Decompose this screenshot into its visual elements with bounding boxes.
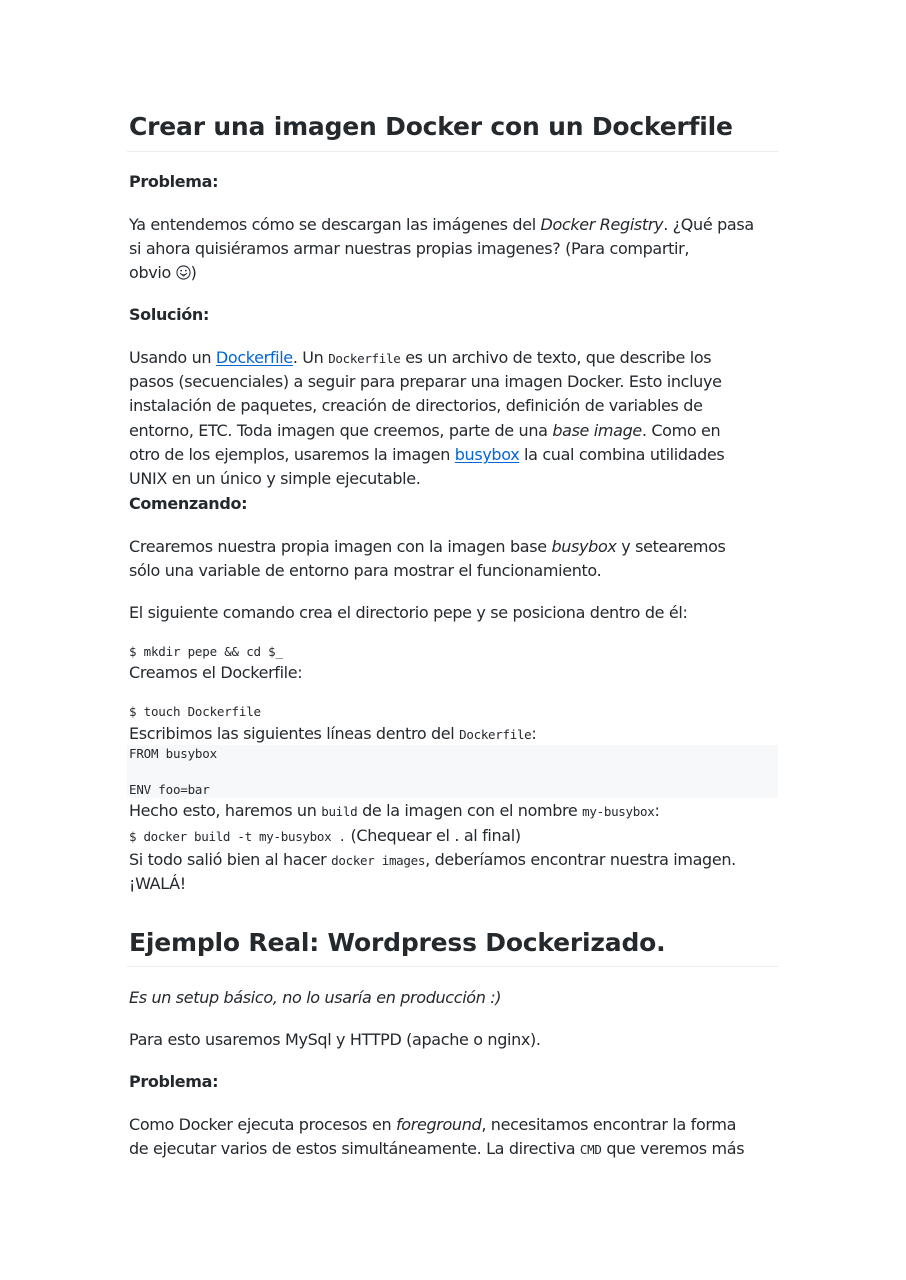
text: Si todo salió bien al hacer <box>129 850 332 869</box>
solution-line-3: instalación de paquetes, creación de directorios, definición de variables de <box>129 396 703 415</box>
text: . ¿Qué pasa <box>663 215 754 234</box>
inline-code-my-busybox: my-busybox <box>582 804 655 819</box>
busybox-link[interactable]: busybox <box>454 445 520 464</box>
text: que veremos más <box>601 1139 745 1158</box>
text: de la imagen con el nombre <box>357 801 583 820</box>
inline-code-docker-images: docker images <box>331 853 426 868</box>
build-note: (Chequear el . al final) <box>345 826 521 845</box>
emphasis-foreground: foreground <box>396 1115 482 1134</box>
solution-line-2: pasos (secuenciales) a seguir para preparar una imagen Docker. Esto incluye <box>129 372 722 391</box>
text: entorno, ETC. Toda imagen que creemos, parte de una <box>129 421 553 440</box>
text: Hecho esto, haremos un <box>129 801 322 820</box>
mkdir-intro: El siguiente comando crea el directorio pepe y se posiciona dentro de él: <box>129 603 688 622</box>
text: es un archivo de texto, que describe los <box>400 348 712 367</box>
problem-label-2: Problema: <box>129 1072 219 1091</box>
text: ) <box>190 263 197 282</box>
code-line: FROM busybox <box>129 746 217 761</box>
text: : <box>531 724 537 743</box>
emphasis-docker-registry: Docker Registry <box>540 215 664 234</box>
build-command: $ docker build -t my-busybox . <box>129 829 346 844</box>
create-dockerfile-text: Creamos el Dockerfile: <box>129 663 303 682</box>
code-line <box>127 763 778 781</box>
tongue-face-emoji-icon <box>176 263 191 278</box>
text: , deberíamos encontrar nuestra imagen. <box>425 850 736 869</box>
solution-line-1 <box>129 346 711 371</box>
start-label: Comenzando: <box>129 494 248 513</box>
text: Como Docker ejecuta procesos en <box>129 1115 396 1134</box>
tools-text: Para esto usaremos MySql y HTTPD (apache o nginx). <box>129 1030 541 1049</box>
solution-line-5 <box>129 443 724 467</box>
code-line: ENV foo=bar <box>129 782 210 797</box>
inline-code-dockerfile: Dockerfile <box>328 351 401 366</box>
solution-line-6: UNIX en un único y simple ejecutable. <box>129 469 421 488</box>
problem-line-1 <box>129 213 754 237</box>
text: y setearemos <box>616 537 726 556</box>
solution-line-4 <box>129 419 720 443</box>
section-title-crear-imagen: Crear una imagen Docker con un Dockerfile <box>129 112 733 141</box>
problem2-line-1 <box>129 1113 736 1137</box>
text: obvio <box>129 263 176 282</box>
text: otro de los ejemplos, usaremos la imagen <box>129 445 455 464</box>
text: Escribimos las siguientes líneas dentro del <box>129 724 460 743</box>
text: Usando un <box>129 348 216 367</box>
text: Ya entendemos cómo se descargan las imágenes del <box>129 215 541 234</box>
start-line-2: sólo una variable de entorno para mostrar el funcionamiento. <box>129 561 602 580</box>
problem-line-2: si ahora quisiéramos armar nuestras propias imagenes? (Para compartir, <box>129 239 690 258</box>
images-line <box>129 848 736 873</box>
setup-note: Es un setup básico, no lo usaría en producción :) <box>129 988 502 1007</box>
dockerfile-code-block <box>127 745 778 798</box>
mkdir-command: $ mkdir pepe && cd $_ <box>129 644 283 659</box>
build-command-line <box>129 824 521 849</box>
solution-label: Solución: <box>129 305 209 324</box>
text: . Un <box>292 348 329 367</box>
emphasis-busybox: busybox <box>551 537 617 556</box>
problem-line-3 <box>129 261 197 285</box>
heading-rule <box>127 966 778 967</box>
write-lines-text <box>129 722 536 747</box>
problem2-line-2 <box>129 1137 744 1162</box>
start-line-1 <box>129 535 726 559</box>
text: de ejecutar varios de estos simultáneamente. La directiva <box>129 1139 580 1158</box>
text: Crearemos nuestra propia imagen con la imagen base <box>129 537 552 556</box>
text: : <box>654 801 660 820</box>
heading-rule <box>127 151 778 152</box>
text: . Como en <box>641 421 721 440</box>
section-title-wordpress: Ejemplo Real: Wordpress Dockerizado. <box>129 928 666 957</box>
wala-text: ¡WALÁ! <box>129 874 186 893</box>
build-intro <box>129 799 659 824</box>
inline-code-dockerfile: Dockerfile <box>459 727 532 742</box>
dockerfile-link[interactable]: Dockerfile <box>215 348 293 367</box>
inline-code-cmd: CMD <box>579 1142 602 1157</box>
touch-command: $ touch Dockerfile <box>129 704 261 719</box>
text: la cual combina utilidades <box>519 445 725 464</box>
problem-label: Problema: <box>129 172 219 191</box>
text: , necesitamos encontrar la forma <box>481 1115 737 1134</box>
emphasis-base-image: base image <box>552 421 642 440</box>
inline-code-build: build <box>321 804 358 819</box>
